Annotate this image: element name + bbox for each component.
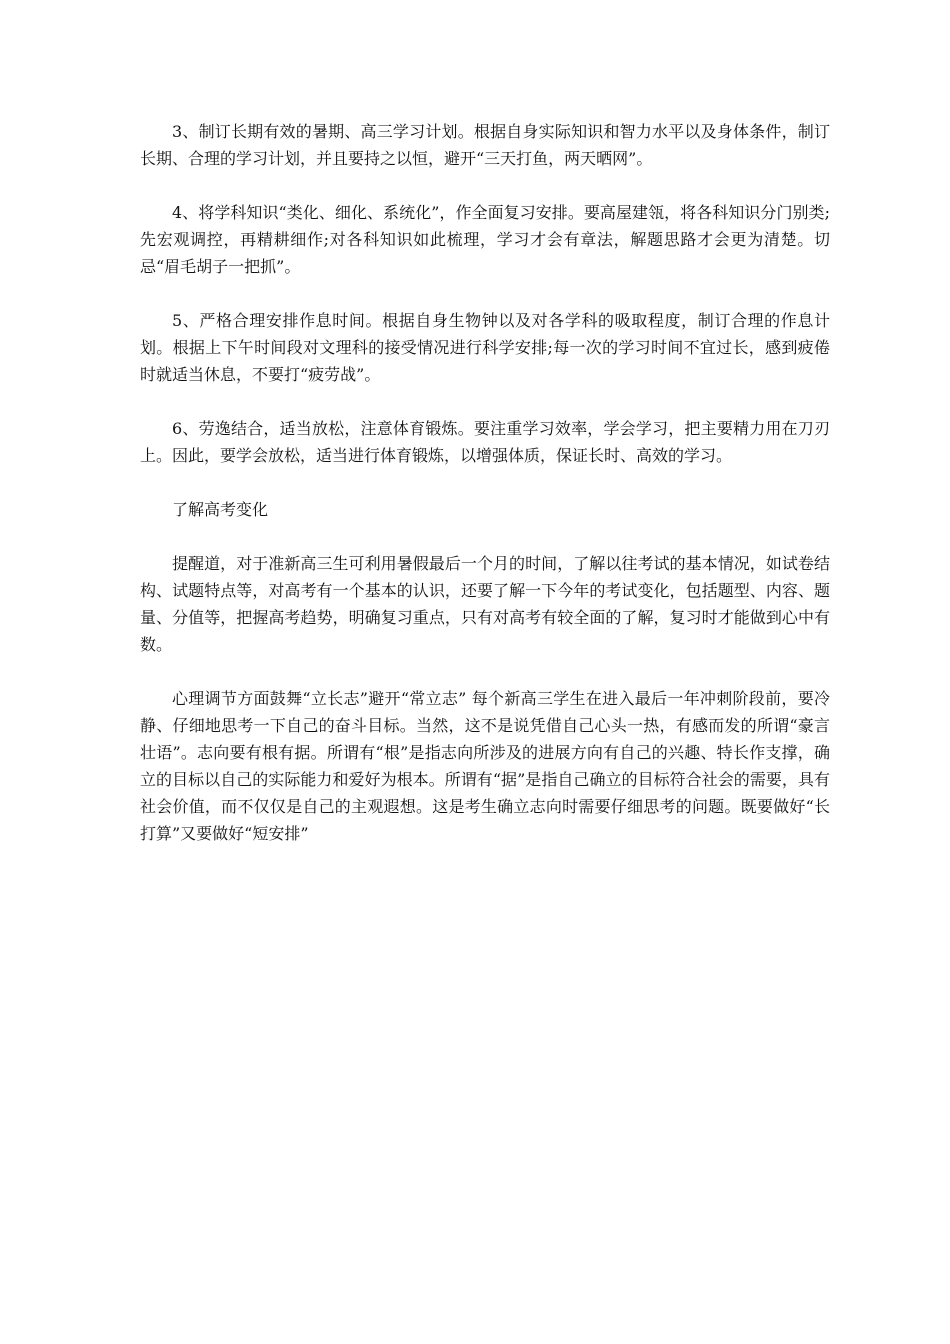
paragraph-plan: 3、制订长期有效的暑期、高三学习计划。根据自身实际知识和智力水平以及身体条件，制订长期、合理的学习计划，并且要持之以恒，避开“三天打鱼，两天晒网”。 — [140, 122, 830, 168]
paragraph-knowledge: 4、将学科知识“类化、细化、系统化”，作全面复习安排。要高屋建瓴，将各科知识分门别类;先宏观调控，再精耕细作;对各科知识如此梳理，学习才会有章法，解题思路才会更为清楚。切忌“眉毛胡子一把抓”。 — [140, 203, 830, 276]
paragraph-exam-changes: 提醒道，对于准新高三生可利用暑假最后一个月的时间，了解以往考试的基本情况，如试卷结构、试题特点等，对高考有一个基本的认识，还要了解一下今年的考试变化，包括题型、内容、题量、分值等，把握高考趋势，明确复习重点，只有对高考有较全面的了解，复习时才能做到心中有数。 — [140, 554, 830, 654]
paragraph-psychology: 心理调节方面鼓舞“立长志”避开“常立志” 每个新高三学生在进入最后一年冲刺阶段前，要冷静、仔细地思考一下自己的奋斗目标。当然，这不是说凭借自己心头一热，有感而发的所谓“豪言壮语”。志向要有根有据。所谓有“根”是指志向所涉及的进展方向有自己的兴趣、特长作支撑，确立的目标以自己的实际能力和爱好为根本。所谓有“据”是指自己确立的目标符合社会的需要，具有社会价值，而不仅仅是自己的主观遐想。这是考生确立志向时需要仔细思考的问题。既要做好“长打算”又要做好“短安排” — [140, 689, 830, 843]
paragraph-rest: 6、劳逸结合，适当放松，注意体育锻炼。要注重学习效率，学会学习，把主要精力用在刀刃上。因此，要学会放松，适当进行体育锻炼，以增强体质，保证长时、高效的学习。 — [140, 419, 830, 465]
paragraph-schedule: 5、严格合理安排作息时间。根据自身生物钟以及对各学科的吸取程度，制订合理的作息计划。根据上下午时间段对文理科的接受情况进行科学安排;每一次的学习时间不宜过长，感到疲倦时就适当休息，不要打“疲劳战”。 — [140, 311, 830, 384]
document-body — [140, 118, 830, 874]
section-heading: 了解高考变化 — [172, 500, 269, 519]
